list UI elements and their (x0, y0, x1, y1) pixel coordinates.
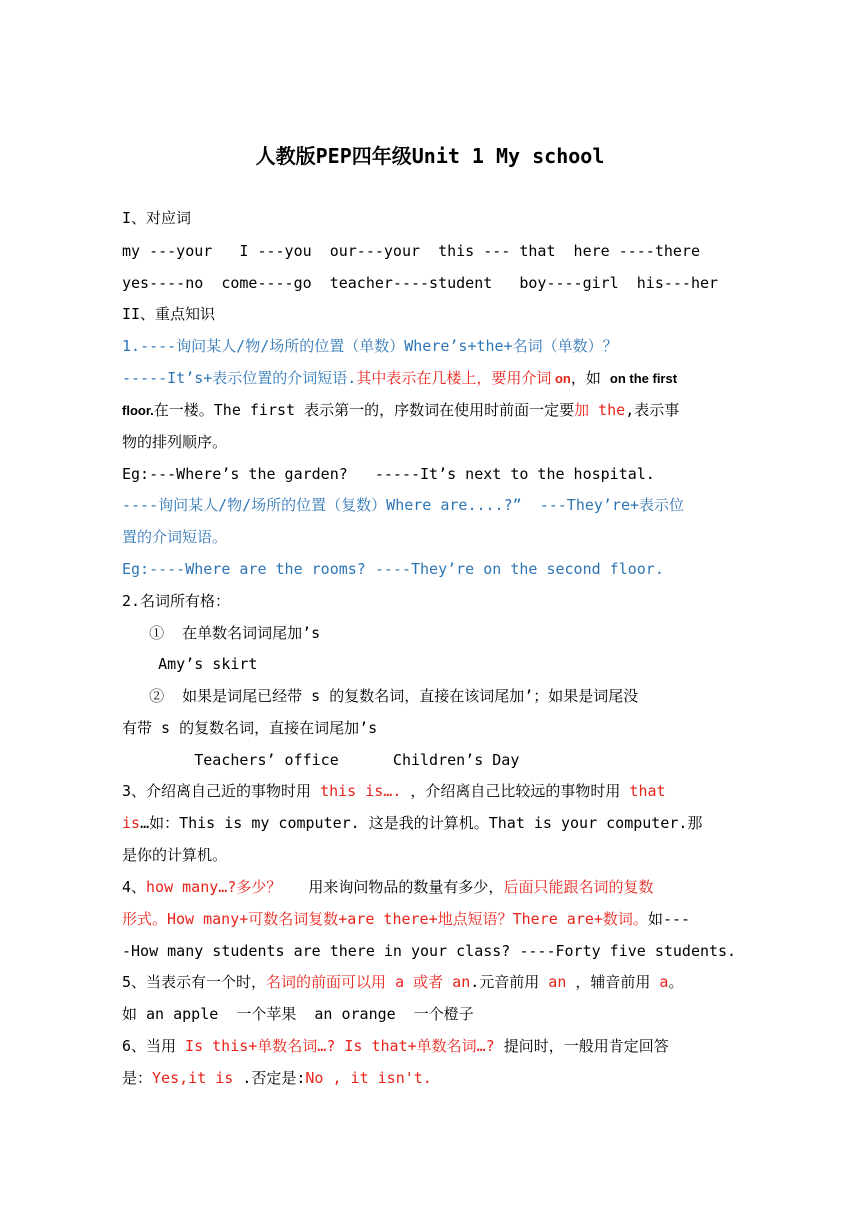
point4-a-text-1: 4、 (122, 878, 147, 896)
point5-line-b: 如 an apple 一个苹果 an orange 一个橙子 (122, 1005, 474, 1023)
point5-a-text-6: a (650, 973, 669, 991)
section-heading-1: I、对应词 (122, 209, 192, 227)
point4-line-a (122, 877, 653, 897)
point1-line-d: 物的排列顺序。 (122, 433, 228, 451)
point5-line-a (122, 972, 683, 992)
point1-c-text-3: 加 the (574, 401, 626, 419)
point1-b-text-1: -----It’s+表示位置的介词短语. (122, 369, 357, 387)
point3-a-text-4: that (620, 782, 666, 800)
point1-c-text-4: ,表示事 (625, 401, 680, 419)
point5-a-text-5: ，辅音前用 (575, 973, 651, 991)
point5-a-text-3: .元音前用 (470, 973, 540, 991)
point3-a-text-2: this is…. (311, 782, 411, 800)
point1-line-f: 置的介词短语。 (122, 528, 228, 546)
point4-a-text-3: 用来询问物品的数量有多少， (281, 878, 504, 896)
point3-line-a (122, 781, 666, 801)
point1-b-text-2: 其中表示在几楼上，要用介词 (356, 369, 552, 387)
point3-a-text-1: 3、介绍离自己近的事物时用 (122, 782, 312, 800)
point1-line-c (122, 400, 679, 421)
point4-line-b (122, 909, 690, 929)
point4-b-text-1: 形式。How many+可数名词复数+are there+地点短语？There are+数词。 (122, 910, 648, 928)
point6-b-text-4: No , it isn't. (305, 1069, 432, 1087)
point3-line-b (122, 813, 702, 833)
point4-line-c: -How many students are there in your class? ----Forty five students. (122, 942, 737, 960)
point6-a-text-2: Is this+单数名词…? Is that+单数名词…? (176, 1037, 504, 1055)
word-pairs-line-1: my ---your I ---you our---your this --- that here ----there (122, 242, 700, 260)
point1-line-a: 1.----询问某人/物/场所的位置（单数）Where’s+the+名词（单数）？ (122, 337, 618, 355)
point1-b-text-5: on the first (609, 371, 678, 386)
point5-a-text-1: 5、当表示有一个时， (122, 973, 267, 991)
point2-rule-2a: ② 如果是词尾已经带 s 的复数名词，直接在该词尾加’；如果是词尾没 (122, 687, 639, 705)
point5-a-text-7: 。 (668, 973, 684, 991)
point2-rule-1: ① 在单数名词词尾加’s (122, 624, 321, 642)
point4-b-text-2: 如--- (647, 910, 691, 928)
point1-line-e: ----询问某人/物/场所的位置（复数）Where are....?” ---They’re+表示位 (122, 496, 685, 514)
point1-c-text-2: 在一楼。The first 表示第一的，序数词在使用时前面一定要 (153, 401, 575, 419)
point1-b-text-3: on (551, 371, 571, 386)
point6-a-text-3: 提问时，一般用肯定回答 (503, 1037, 669, 1055)
point1-line-b (122, 368, 677, 389)
point3-line-c: 是你的计算机。 (122, 846, 228, 864)
word-pairs-line-2: yes----no come----go teacher----student boy----girl his---her (122, 274, 719, 292)
point1-c-text-1: floor. (122, 403, 154, 418)
point4-a-text-4: 后面只能跟名词的复数 (503, 878, 654, 896)
point6-b-text-1: 是： (122, 1069, 153, 1087)
point3-b-text-1: is (122, 814, 141, 832)
point2-example-1: Amy’s skirt (122, 655, 258, 673)
point5-a-text-4: an (539, 973, 576, 991)
point6-line-b (122, 1068, 432, 1088)
point6-line-a (122, 1036, 669, 1056)
document-title: 人教版PEP四年级Unit 1 My school (255, 144, 605, 168)
section-heading-2: II、重点知识 (122, 305, 216, 323)
point5-a-text-2: 名词的前面可以用 a 或者 an (266, 973, 471, 991)
point1-b-text-4: ，如 (570, 369, 610, 387)
example-2: Eg:----Where are the rooms? ----They’re on the second floor. (122, 560, 664, 578)
point4-a-text-2: how many…?多少？ (146, 878, 282, 896)
point3-b-text-2: …如：This is my computer. 这是我的计算机。That is your computer.那 (140, 814, 703, 832)
point6-b-text-2: Yes,it is (152, 1069, 243, 1087)
point6-a-text-1: 6、当用 (122, 1037, 177, 1055)
point2-heading: 2.名词所有格： (122, 592, 231, 610)
point2-example-2: Teachers’ office Children’s Day (122, 751, 520, 769)
point2-rule-2b: 有带 s 的复数名词，直接在词尾加’s (122, 719, 378, 737)
point6-b-text-3: .否定是: (242, 1069, 306, 1087)
example-1: Eg:---Where’s the garden? -----It’s next to the hospital. (122, 465, 655, 483)
point3-a-text-3: ，介绍离自己比较远的事物时用 (410, 782, 621, 800)
